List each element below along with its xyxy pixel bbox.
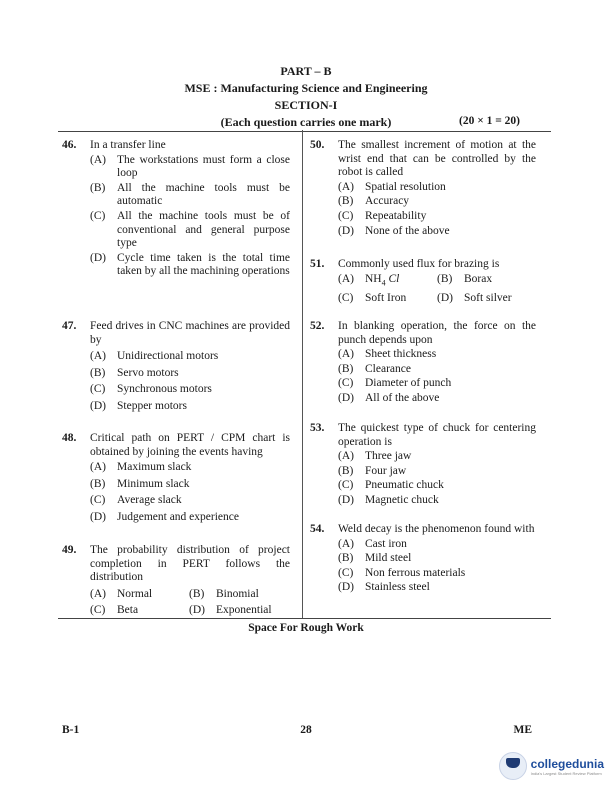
question-stem: In a transfer line <box>90 139 166 151</box>
option-b[interactable]: (B) All the machine tools must be automatic <box>90 181 290 208</box>
question-number: 48. <box>62 432 77 444</box>
instruction-text: (Each question carries one mark) <box>220 115 392 129</box>
option-c[interactable]: (C) Beta <box>90 604 139 617</box>
question-stem: The quickest type of chuck for centering operation is <box>338 422 536 448</box>
part-heading: PART – B <box>280 64 332 78</box>
marks-label: (20 × 1 = 20) <box>458 115 520 127</box>
question-48 <box>62 432 290 525</box>
question-46 <box>62 139 290 279</box>
question-51 <box>310 258 536 306</box>
subject-heading: MSE : Manufacturing Science and Engineering <box>184 81 428 95</box>
option-d[interactable]: (D) Judgement and experience <box>90 510 239 523</box>
booklet-code: B-1 <box>62 724 80 736</box>
option-b[interactable]: (B) Minimum slack <box>90 477 190 490</box>
bottom-rule <box>58 618 551 619</box>
option-a[interactable]: (A) Normal <box>90 587 153 600</box>
option-d[interactable]: (D) None of the above <box>338 224 450 237</box>
column-divider <box>302 130 303 618</box>
option-d[interactable]: (D) Cycle time taken is the total time taken by all the machining operations <box>90 251 290 278</box>
option-b[interactable]: (B) Borax <box>437 272 493 285</box>
option-c[interactable]: (C) Repeatability <box>338 209 427 222</box>
option-d[interactable]: (D) Exponential <box>189 604 272 617</box>
option-c[interactable]: (C) Pneumatic chuck <box>338 479 444 492</box>
collegedunia-watermark <box>499 752 604 780</box>
option-c[interactable]: (C) All the machine tools must be of conventional and general purpose type <box>90 209 290 250</box>
question-stem: The smallest increment of motion at the wrist end that can be controlled by the robot is called <box>338 139 536 179</box>
option-a[interactable]: (A) The workstations must form a close loop <box>90 153 290 180</box>
option-b[interactable]: (B) Four jaw <box>338 464 407 477</box>
question-53 <box>310 422 536 508</box>
question-stem: In blanking operation, the force on the punch depends upon <box>338 320 536 346</box>
question-number: 53. <box>310 422 325 434</box>
option-a[interactable]: (A) Sheet thickness <box>338 348 437 361</box>
option-b[interactable]: (B) Mild steel <box>338 552 412 565</box>
question-stem: The probability distribution of project completion in PERT follows the distribution <box>90 544 290 584</box>
option-d[interactable]: (D) All of the above <box>338 391 440 404</box>
option-c[interactable]: (C) Average slack <box>90 494 182 507</box>
option-d[interactable]: (D) Magnetic chuck <box>338 493 439 506</box>
question-stem: Critical path on PERT / CPM chart is obtained by joining the events having <box>90 432 290 458</box>
option-a[interactable]: (A) Cast iron <box>338 537 407 550</box>
question-52 <box>310 320 536 406</box>
question-number: 46. <box>62 139 77 151</box>
question-54 <box>310 523 536 595</box>
watermark-tagline: India's Largest Student Review Platform <box>530 770 602 776</box>
question-49 <box>62 544 290 618</box>
option-a[interactable]: (A) Three jaw <box>338 450 412 463</box>
option-c[interactable]: (C) Soft Iron <box>338 292 407 305</box>
paper-code: ME <box>513 724 532 736</box>
option-b[interactable]: (B) Clearance <box>338 362 411 375</box>
page-number: 28 <box>300 724 312 736</box>
question-number: 54. <box>310 523 325 535</box>
section-heading: SECTION-I <box>274 98 338 112</box>
option-c[interactable]: (C) Non ferrous materials <box>338 566 466 579</box>
graduate-icon <box>499 752 527 780</box>
watermark-brand: collegedunia <box>530 756 604 771</box>
question-number: 49. <box>62 544 77 556</box>
option-a[interactable]: (A) Maximum slack <box>90 461 192 474</box>
option-a[interactable]: (A) $NH_4$ Cl <box>338 272 400 287</box>
question-number: 47. <box>62 320 77 332</box>
option-d[interactable]: (D) Stepper motors <box>90 399 187 412</box>
question-number: 52. <box>310 320 325 332</box>
option-d[interactable]: (D) Stainless steel <box>338 581 430 594</box>
question-50 <box>310 139 536 238</box>
question-number: 50. <box>310 139 325 151</box>
question-stem: Weld decay is the phenomenon found with <box>338 523 535 535</box>
option-a[interactable]: (A) Spatial resolution <box>338 180 446 193</box>
option-c[interactable]: (C) Diameter of punch <box>338 377 452 390</box>
option-c[interactable]: (C) Synchronous motors <box>90 383 212 396</box>
option-b[interactable]: (B) Accuracy <box>338 195 410 208</box>
option-a[interactable]: (A) Unidirectional motors <box>90 350 219 363</box>
option-b[interactable]: (B) Binomial <box>189 587 259 600</box>
header-rule <box>58 131 551 132</box>
question-number: 51. <box>310 258 325 270</box>
option-b[interactable]: (B) Servo motors <box>90 366 179 379</box>
question-stem: Feed drives in CNC machines are provided by <box>90 320 290 346</box>
question-47 <box>62 320 290 414</box>
option-d[interactable]: (D) Soft silver <box>437 292 512 305</box>
question-stem: Commonly used flux for brazing is <box>338 258 500 270</box>
rough-work-label: Space For Rough Work <box>248 622 364 634</box>
